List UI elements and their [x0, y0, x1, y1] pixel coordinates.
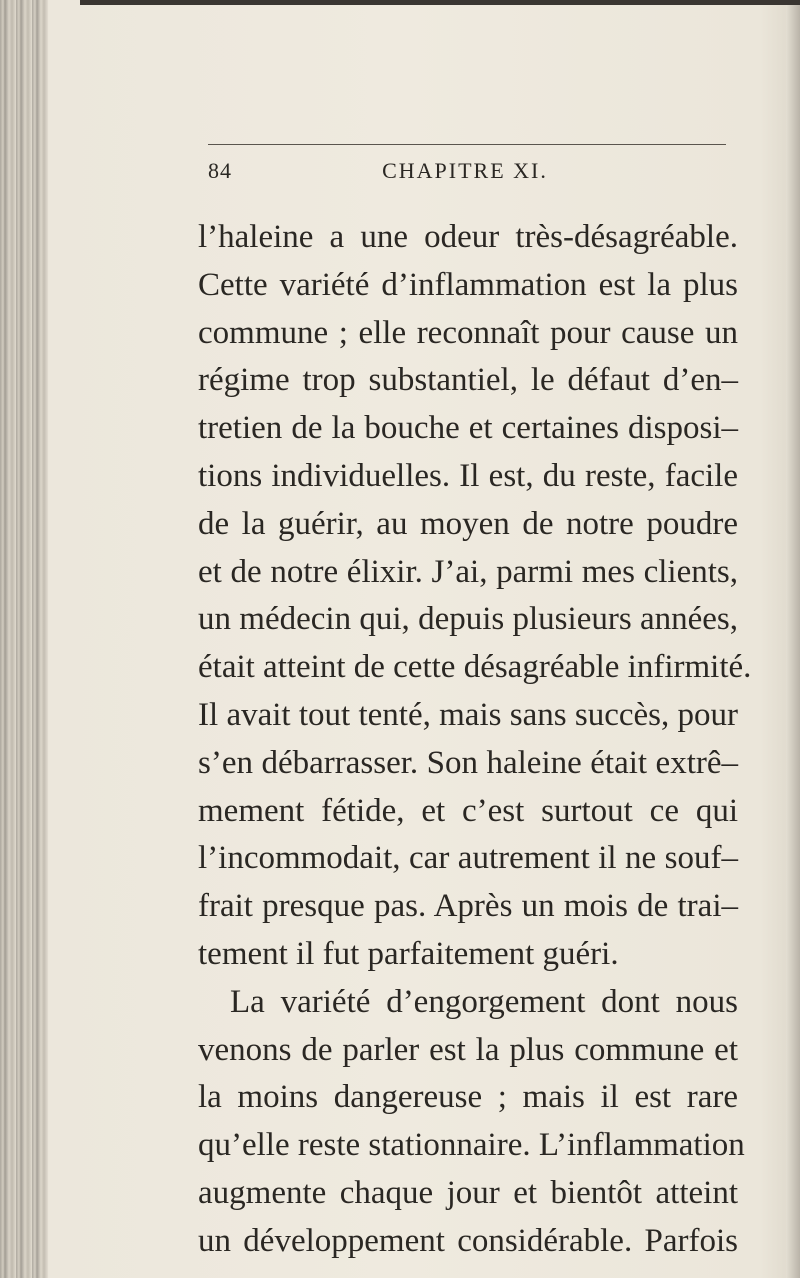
- body-text: [198, 214, 752, 1266]
- paragraph-start-line: La variété d’engorgement dont nous: [230, 983, 738, 1020]
- text-line: frait presque pas. Après un mois de trai–: [198, 888, 738, 925]
- text-line: venons de parler est la plus commune et: [198, 1031, 738, 1068]
- text-line: Cette variété d’inflammation est la plus: [198, 266, 738, 303]
- text-line: commune ; elle reconnaît pour cause un: [198, 314, 738, 351]
- text-line: l’incommodait, car autrement il ne souf–: [198, 840, 738, 877]
- running-head: [200, 158, 730, 188]
- text-line: mement fétide, et c’est surtout ce qui: [198, 792, 738, 829]
- paragraph-end-line: tement il fut parfaitement guéri.: [198, 935, 619, 972]
- text-line: augmente chaque jour et bientôt atteint: [198, 1174, 738, 1211]
- text-line: qu’elle reste stationnaire. L’inflammation: [198, 1127, 745, 1164]
- page-gutter: [0, 0, 48, 1278]
- text-line: tions individuelles. Il est, du reste, facile: [198, 457, 738, 494]
- text-line: de la guérir, au moyen de notre poudre: [198, 505, 738, 542]
- top-border: [80, 0, 800, 5]
- text-line: s’en débarrasser. Son haleine était extrê–: [198, 744, 738, 781]
- text-line: était atteint de cette désagréable infirmité.: [198, 649, 752, 686]
- text-line: Il avait tout tenté, mais sans succès, pour: [198, 696, 738, 733]
- page-edge: [786, 0, 800, 1278]
- text-line: un développement considérable. Parfois: [198, 1222, 738, 1259]
- chapter-heading: CHAPITRE XI.: [382, 158, 548, 183]
- text-line: la moins dangereuse ; mais il est rare: [198, 1079, 738, 1116]
- text-line: tretien de la bouche et certaines disposi–: [198, 410, 738, 447]
- text-line: et de notre élixir. J’ai, parmi mes clients,: [198, 553, 738, 590]
- header-rule: [208, 144, 726, 145]
- text-line: un médecin qui, depuis plusieurs années,: [198, 601, 738, 638]
- text-line: régime trop substantiel, le défaut d’en–: [198, 362, 738, 399]
- page-number: 84: [208, 158, 232, 183]
- text-line: l’haleine a une odeur très-désagréable.: [198, 219, 738, 255]
